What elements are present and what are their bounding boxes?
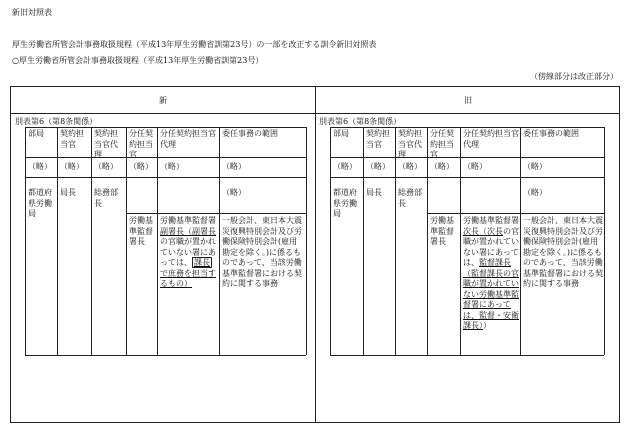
doc-title: 厚生労働省所管会計事務取扱規程（平成13年厚生労働省訓第23号）の一部を改正する訓令新旧対照表: [12, 40, 377, 49]
old-grid-col: [460, 127, 461, 355]
old-bunnin-dairi-text: 労働基準監督署: [463, 216, 519, 225]
old-grid-top: [330, 127, 604, 128]
new-scope-value: 一般会計、東日本大震災復興特別会計及び労働保険特別会計(雇用勘定を除く。)に係るものであって、当該労働基準監督署における契約に関する事務: [222, 216, 302, 288]
old-grid-line: [427, 213, 604, 214]
new-bunnin-dairi-text: 労働基準監督署: [160, 216, 216, 225]
old-bunnin-dairi-text: ）: [483, 321, 491, 330]
new-omit-cell: （略）: [160, 162, 184, 171]
new-bukyoku-value: 都道府県労働局: [28, 188, 52, 218]
old-header-bunnin-dairi: 分任契約担当官代理: [463, 129, 519, 149]
new-table-caption: 別表第6（第8条関係）: [15, 117, 98, 126]
new-grid-top: [25, 127, 306, 128]
old-keiyaku-value: 局長: [366, 188, 382, 197]
new-header-bukyoku: 部局: [28, 129, 44, 138]
old-grid-line: [330, 177, 604, 178]
column-new-heading: 新: [159, 96, 167, 105]
old-header-scope: 委任事務の範囲: [523, 129, 579, 138]
center-divider: [315, 86, 316, 423]
new-grid-bottom: [25, 355, 306, 356]
old-header-dairi: 契約担当官代理: [398, 129, 422, 159]
column-old-heading: 旧: [464, 96, 472, 105]
old-omit-cell: （略）: [333, 162, 357, 171]
new-header-bunnin: 分任契約担当官: [129, 129, 153, 159]
old-bukyoku-value: 都道府県労働局: [333, 188, 357, 218]
new-grid-col: [219, 127, 220, 355]
new-grid-line: [126, 213, 306, 214]
new-grid-col: [306, 127, 307, 355]
new-omit-cell: （略）: [28, 162, 52, 171]
new-grid-col: [157, 127, 158, 355]
old-omit-cell: （略）: [463, 162, 487, 171]
old-header-bunnin: 分任契約担当官: [430, 129, 454, 159]
doc-heading: 新旧対照表: [12, 8, 52, 17]
old-table-caption: 別表第6（第8条関係）: [319, 117, 402, 126]
new-grid-col: [25, 127, 26, 355]
old-grid-bottom: [330, 355, 604, 356]
new-bunnin-value: 労働基準監督署長: [129, 216, 153, 246]
old-bunnin-dairi-text: の官職が置かれていない署にあっては、: [463, 226, 519, 267]
new-amended-text: で庶務を担当するもの）: [160, 268, 216, 288]
new-header-bunnin-dairi: 分任契約担当官代理: [160, 129, 216, 149]
old-amended-text: 次長（次長: [463, 226, 503, 236]
old-grid-col: [395, 127, 396, 355]
old-omit-cell: （略）: [523, 162, 547, 171]
new-grid-col: [57, 127, 58, 355]
doc-subject: ○厚生労働省所管会計事務取扱規程（平成13年厚生労働省訓第23号）: [12, 56, 264, 65]
old-header-bukyoku: 部局: [333, 129, 349, 138]
header-divider: [10, 113, 620, 114]
new-omit-cell: （略）: [60, 162, 84, 171]
old-grid-col: [520, 127, 521, 355]
new-grid-line: [25, 157, 306, 158]
old-grid-col: [427, 127, 428, 355]
old-grid-col: [363, 127, 364, 355]
new-keiyaku-value: 局長: [60, 188, 76, 197]
old-omit-cell: （略）: [430, 162, 454, 171]
new-bunnin-dairi-value: [160, 216, 218, 290]
new-omit-cell: （略）: [94, 162, 118, 171]
new-grid-line: [25, 177, 306, 178]
old-grid-line: [330, 157, 604, 158]
old-grid-col: [330, 127, 331, 355]
new-header-keiyaku: 契約担当官: [60, 129, 84, 149]
new-scope-omit: （略）: [222, 188, 246, 197]
old-grid-col: [604, 127, 605, 355]
new-dairi-value: 総務部長: [94, 188, 118, 208]
old-scope-omit: （略）: [523, 188, 547, 197]
new-omit-cell: （略）: [129, 162, 153, 171]
new-header-scope: 委任事務の範囲: [222, 129, 278, 138]
new-grid-col: [91, 127, 92, 355]
old-bunnin-dairi-value: [463, 216, 519, 332]
new-bunnin-dairi-text: の官職が置かれていない署にあっては、: [160, 237, 216, 267]
new-grid-col: [126, 127, 127, 355]
old-header-keiyaku: 契約担当官: [366, 129, 390, 149]
doc-note: （傍線部分は改正部分）: [530, 72, 618, 81]
old-bunnin-value: 労働基準監督署長: [430, 216, 454, 246]
old-dairi-value: 総務部長: [398, 188, 422, 208]
old-omit-cell: （略）: [366, 162, 390, 171]
old-omit-cell: （略）: [398, 162, 422, 171]
new-amended-text: 副署長（副署長: [160, 226, 216, 236]
old-amended-text: 監督課長（監督課長の官職が置かれていない労働基準監督署にあっては、監督・安衛課長）: [463, 258, 519, 330]
old-scope-value: 一般会計、東日本大震災復興特別会計及び労働保険特別会計(雇用勘定を除く。)に係るものであって、当該労働基準監督署における契約に関する事務: [523, 216, 603, 288]
new-amended-text: 課長: [194, 258, 210, 267]
new-header-dairi: 契約担当官代理: [94, 129, 118, 159]
new-omit-cell: （略）: [222, 162, 246, 171]
